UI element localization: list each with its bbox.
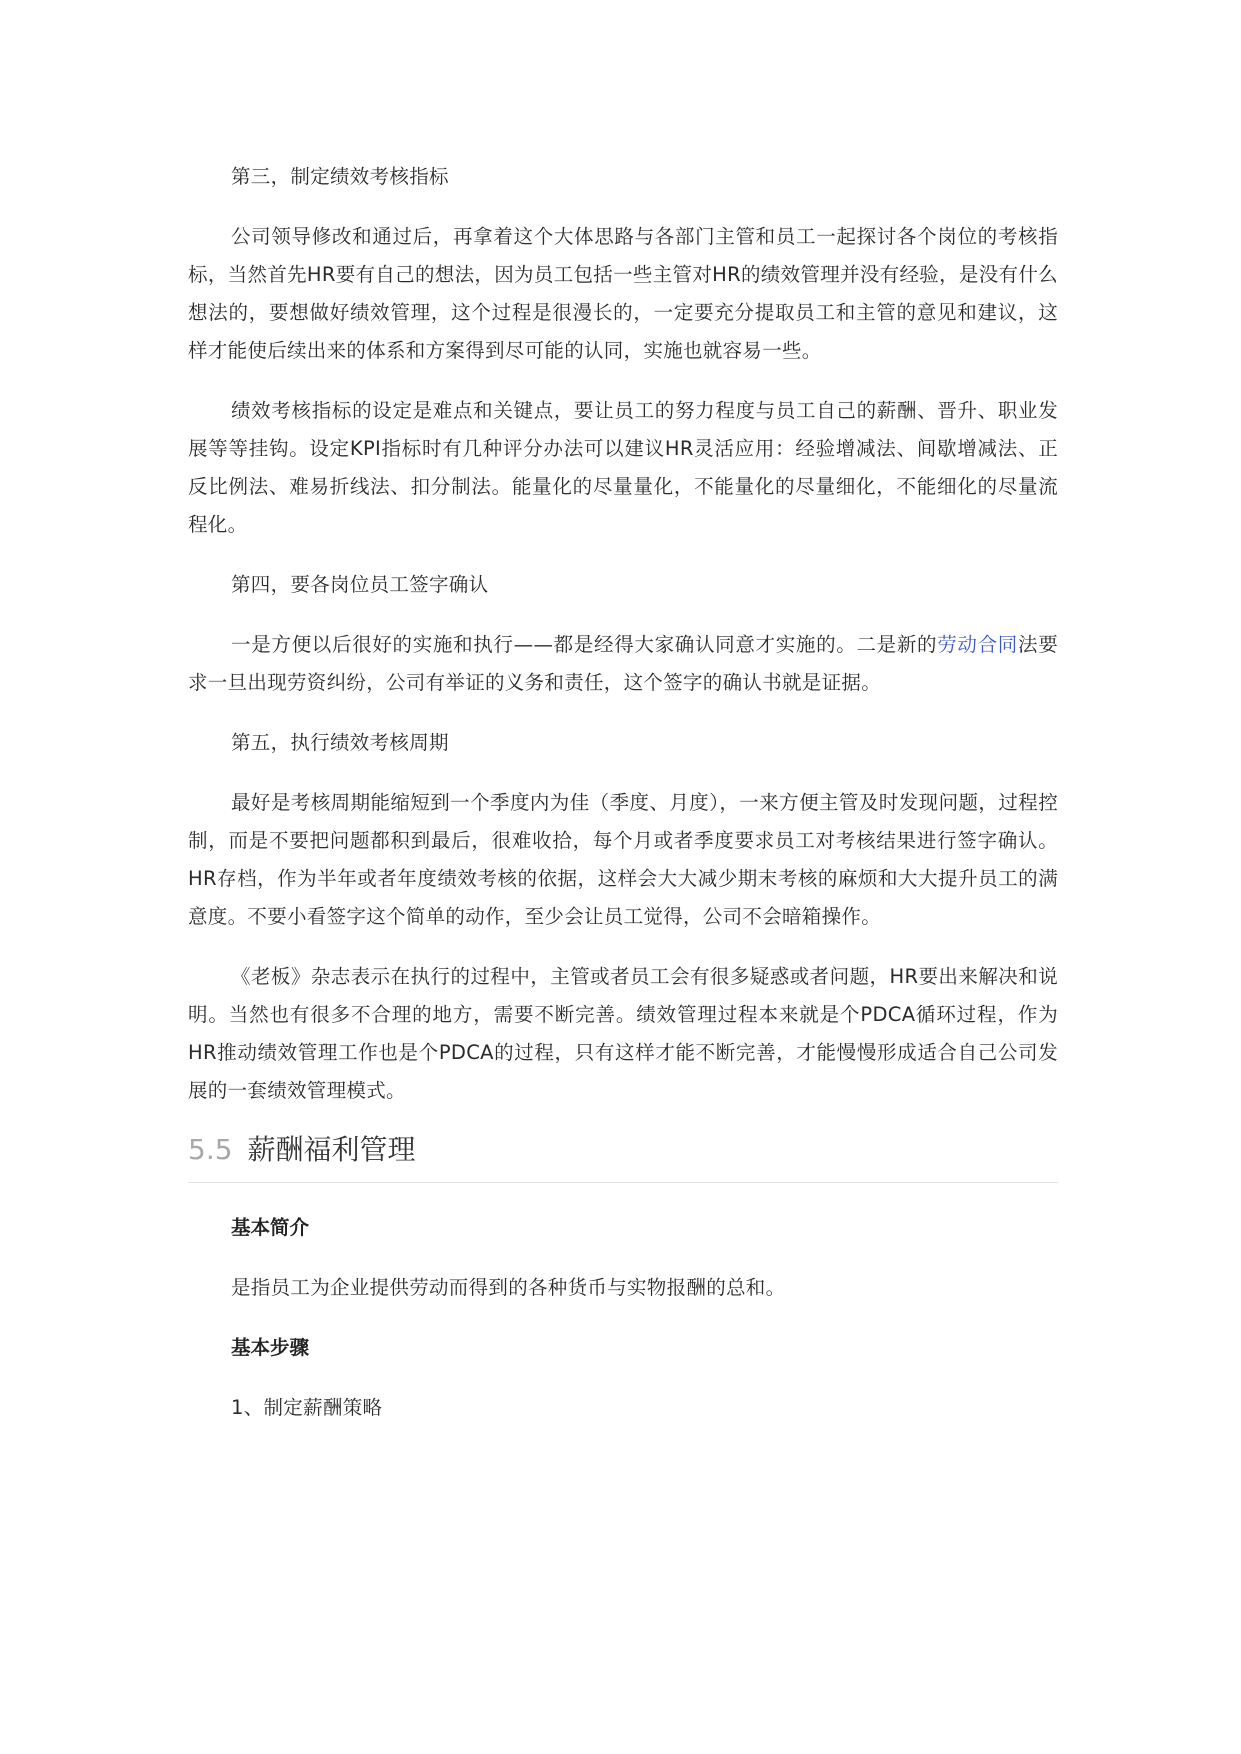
step-item-1: 1、制定薪酬策略 bbox=[231, 1396, 383, 1419]
paragraph-sign-confirm bbox=[188, 626, 1058, 702]
paragraph-text-before-link: 一是方便以后很好的实施和执行——都是经得大家确认同意才实施的。二是新的 bbox=[231, 633, 938, 656]
document-page bbox=[188, 158, 1058, 1449]
section-number: 5.5 bbox=[188, 1133, 233, 1166]
paragraph-discuss-indicators: 公司领导修改和通过后，再拿着这个大体思路与各部门主管和员工一起探讨各个岗位的考核指标，当然首先HR要有自己的想法，因为员工包括一些主管对HR的绩效管理并没有经验，是没有什么想法的，要想做好绩效管理，这个过程是很漫长的，一定要充分提取员工和主管的意见和建议，这样才能使后续出来的体系和方案得到尽可能的认同，实施也就容易一些。 bbox=[188, 225, 1058, 362]
section-heading bbox=[188, 1132, 1058, 1183]
section-title: 薪酬福利管理 bbox=[247, 1133, 416, 1166]
subheading-fifth: 第五，执行绩效考核周期 bbox=[231, 731, 449, 754]
subheading-fourth: 第四，要各岗位员工签字确认 bbox=[231, 573, 489, 596]
paragraph-kpi-setting: 绩效考核指标的设定是难点和关键点，要让员工的努力程度与员工自己的薪酬、晋升、职业发展等等挂钩。设定KPI指标时有几种评分办法可以建议HR灵活应用：经验增减法、间歇增减法、正反比例法、难易折线法、扣分制法。能量化的尽量量化，不能量化的尽量细化，不能细化的尽量流程化。 bbox=[188, 399, 1058, 536]
labor-contract-link[interactable]: 劳动合同 bbox=[937, 633, 1018, 656]
paragraph-text-after-link: 法要求一旦出现劳资纠纷，公司有举证的义务和责任，这个签字的确认书就是证据。 bbox=[188, 633, 1058, 694]
intro-heading: 基本简介 bbox=[231, 1216, 310, 1239]
intro-text: 是指员工为企业提供劳动而得到的各种货币与实物报酬的总和。 bbox=[231, 1276, 786, 1299]
paragraph-assessment-cycle: 最好是考核周期能缩短到一个季度内为佳（季度、月度），一来方便主管及时发现问题，过程控制，而是不要把问题都积到最后，很难收拾，每个月或者季度要求员工对考核结果进行签字确认。HR存档，作为半年或者年度绩效考核的依据，这样会大大减少期末考核的麻烦和大大提升员工的满意度。不要小看签字这个简单的动作，至少会让员工觉得，公司不会暗箱操作。 bbox=[188, 791, 1058, 928]
paragraph-pdca: 《老板》杂志表示在执行的过程中，主管或者员工会有很多疑惑或者问题，HR要出来解决和说明。当然也有很多不合理的地方，需要不断完善。绩效管理过程本来就是个PDCA循环过程，作为HR推动绩效管理工作也是个PDCA的过程，只有这样才能不断完善，才能慢慢形成适合自己公司发展的一套绩效管理模式。 bbox=[188, 965, 1058, 1102]
steps-heading: 基本步骤 bbox=[231, 1336, 310, 1359]
subheading-third: 第三，制定绩效考核指标 bbox=[231, 165, 449, 188]
